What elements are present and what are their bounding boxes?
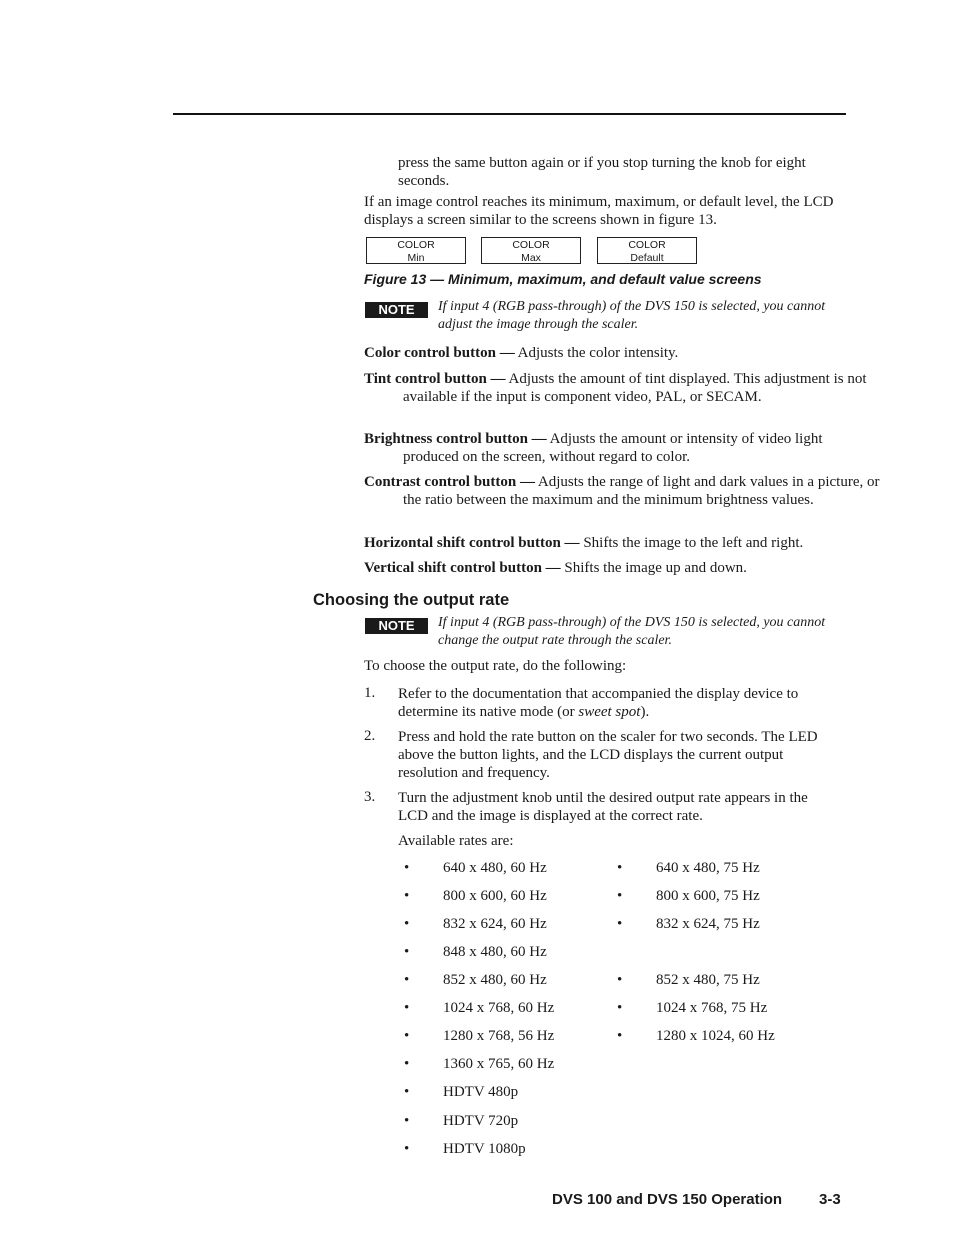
available-rates-label: Available rates are: — [398, 833, 514, 849]
rate-item: 800 x 600, 60 Hz — [443, 888, 547, 904]
term-desc: Adjusts the amount of tint displayed. This adjustment is not available if the input is component video, PAL, or SECAM. — [403, 371, 867, 405]
bullet: • — [404, 1056, 410, 1072]
lcd-line2: Default — [630, 251, 664, 264]
rate-item: 832 x 624, 75 Hz — [656, 916, 760, 932]
term-desc: Shifts the image to the left and right. — [579, 535, 804, 551]
bullet: • — [617, 1000, 623, 1016]
step-text: Press and hold the rate button on the scaler for two seconds. The LED above the button lights, and the LCD displays the current output resolution and frequency. — [398, 729, 818, 781]
step-number: 2. — [364, 728, 376, 744]
note-text: If input 4 (RGB pass-through) of the DVS 150 is selected, you cannot change the output rate through the scaler. — [438, 615, 826, 648]
term: Color control button — — [364, 345, 515, 361]
term-desc: Adjusts the amount or intensity of video light produced on the screen, without regard to color. — [403, 431, 823, 465]
lead-text: To choose the output rate, do the following: — [364, 658, 627, 674]
bullet: • — [404, 1000, 410, 1016]
step-text: Turn the adjustment knob until the desired output rate appears in the LCD and the image is displayed at the correct rate. — [398, 790, 808, 824]
term: Brightness control button — — [364, 431, 547, 447]
step-text-part: ). — [640, 704, 650, 720]
lcd-screen-min — [366, 237, 466, 264]
step-number: 1. — [364, 685, 376, 701]
bullet: • — [404, 860, 410, 876]
bullet: • — [404, 972, 410, 988]
lcd-line1: COLOR — [512, 239, 550, 251]
rate-item: 1024 x 768, 60 Hz — [443, 1000, 555, 1016]
rate-item: 1024 x 768, 75 Hz — [656, 1000, 768, 1016]
section-heading: Choosing the output rate — [313, 591, 510, 609]
rate-item: 800 x 600, 75 Hz — [656, 888, 760, 904]
term-desc: Shifts the image up and down. — [560, 560, 747, 576]
horizontal-shift-entry — [364, 534, 881, 552]
rate-item: HDTV 480p — [443, 1084, 519, 1100]
bullet: • — [617, 972, 623, 988]
brightness-control-entry — [364, 430, 881, 466]
term: Horizontal shift control button — — [364, 535, 580, 551]
contrast-control-entry — [364, 473, 881, 509]
term-desc: Adjusts the range of light and dark values in a picture, or the ratio between the maximum and the minimum brightness values. — [403, 474, 880, 508]
rate-item: HDTV 1080p — [443, 1141, 526, 1157]
rate-item: 1280 x 768, 56 Hz — [443, 1028, 555, 1044]
footer-title: DVS 100 and DVS 150 Operation — [552, 1191, 783, 1208]
term: Vertical shift control button — — [364, 560, 561, 576]
bullet: • — [404, 1084, 410, 1100]
header-rule — [173, 113, 846, 115]
step-number: 3. — [364, 789, 376, 805]
rate-item: HDTV 720p — [443, 1113, 519, 1129]
rate-item: 848 x 480, 60 Hz — [443, 944, 547, 960]
step-text-part: Refer to the documentation that accompanied the display device to determine its native mode (or — [398, 686, 799, 720]
rate-item: 852 x 480, 75 Hz — [656, 972, 760, 988]
rate-item: 832 x 624, 60 Hz — [443, 916, 547, 932]
tint-control-entry — [364, 370, 881, 406]
term: Tint control button — — [364, 371, 506, 387]
term: Contrast control button — — [364, 474, 535, 490]
rate-item: 1360 x 765, 60 Hz — [443, 1056, 555, 1072]
note-badge: NOTE — [365, 618, 428, 634]
lcd-screen-default — [597, 237, 697, 264]
lcd-line1: COLOR — [397, 239, 435, 251]
bullet: • — [617, 888, 623, 904]
lcd-screen-max — [481, 237, 581, 264]
note-text: If input 4 (RGB pass-through) of the DVS 150 is selected, you cannot adjust the image through the scaler. — [438, 299, 826, 332]
bullet: • — [404, 888, 410, 904]
lcd-line1: COLOR — [628, 239, 666, 251]
bullet: • — [404, 1141, 410, 1157]
bullet: • — [617, 860, 623, 876]
bullet: • — [617, 916, 623, 932]
bullet: • — [404, 944, 410, 960]
step-text — [398, 685, 840, 721]
figure-caption: Figure 13 — Minimum, maximum, and default value screens — [364, 271, 762, 287]
rate-item: 852 x 480, 60 Hz — [443, 972, 547, 988]
vertical-shift-entry — [364, 559, 881, 577]
bullet: • — [404, 1028, 410, 1044]
bullet: • — [404, 1113, 410, 1129]
step-text-emphasis: sweet spot — [578, 704, 641, 720]
rate-item: 640 x 480, 60 Hz — [443, 860, 547, 876]
lcd-line2: Max — [521, 251, 541, 264]
rate-item: 640 x 480, 75 Hz — [656, 860, 760, 876]
term-desc: Adjusts the color intensity. — [514, 345, 679, 361]
intro-paragraph: If an image control reaches its minimum, maximum, or default level, the LCD displays a screen similar to the screens shown in figure 13. — [364, 194, 834, 228]
bullet: • — [404, 916, 410, 932]
bullet: • — [617, 1028, 623, 1044]
footer-page-number: 3-3 — [819, 1191, 841, 1208]
continuation-text: press the same button again or if you stop turning the knob for eight seconds. — [398, 155, 806, 189]
color-control-entry — [364, 344, 881, 362]
note-badge: NOTE — [365, 302, 428, 318]
rate-item: 1280 x 1024, 60 Hz — [656, 1028, 775, 1044]
lcd-line2: Min — [407, 251, 425, 264]
